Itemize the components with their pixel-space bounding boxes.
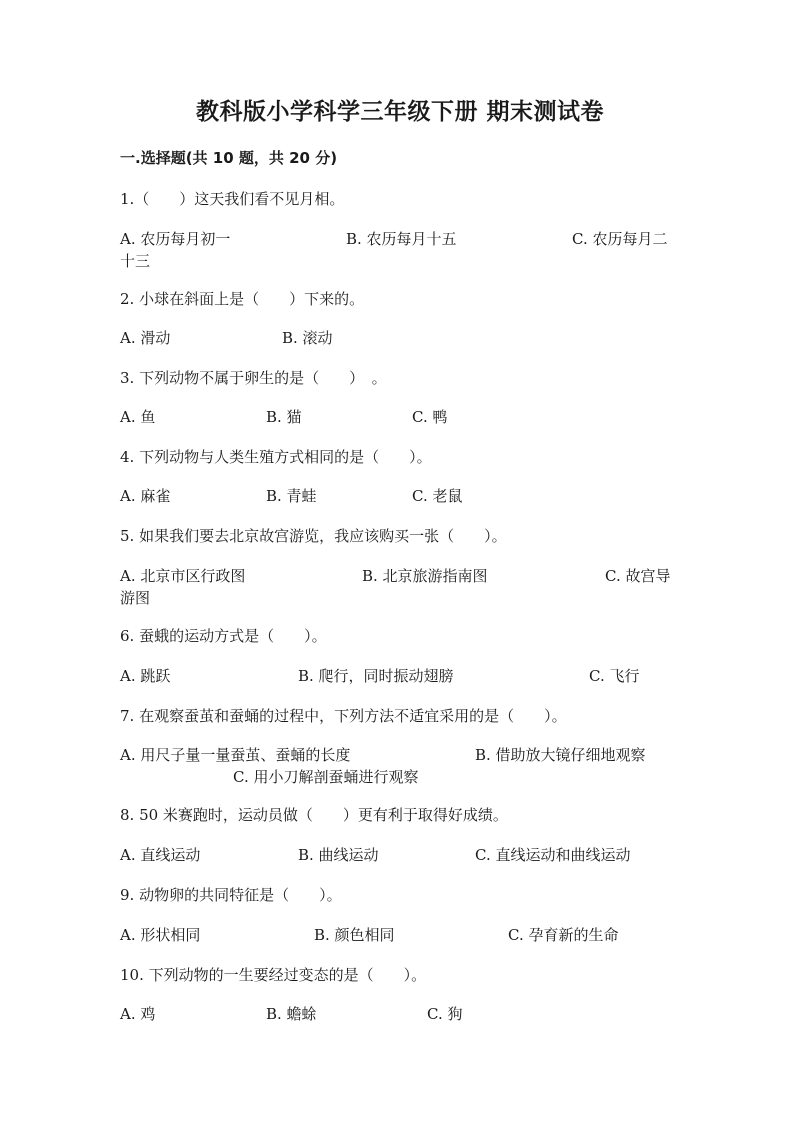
section-heading: 一.选择题(共 10 题，共 20 分) bbox=[120, 149, 338, 167]
exam-title: 教科版小学科学三年级下册 期末测试卷 bbox=[195, 99, 604, 125]
question-7-option-b: B. 借助放大镜仔细地观察 bbox=[475, 746, 646, 764]
question-8-option-a: A. 直线运动 bbox=[120, 846, 201, 864]
question-7-option-a: A. 用尺子量一量蚕茧、蚕蛹的长度 bbox=[120, 746, 351, 764]
question-3-stem: 3. 下列动物不属于卵生的是（ ） 。 bbox=[120, 369, 387, 387]
question-1-option-b: B. 农历每月十五 bbox=[346, 230, 457, 248]
question-10-stem: 10. 下列动物的一生要经过变态的是（ ）。 bbox=[120, 966, 427, 984]
question-9-stem: 9. 动物卵的共同特征是（ ）。 bbox=[120, 886, 342, 904]
question-5-option-c-continued: 游图 bbox=[120, 589, 151, 607]
question-2-stem: 2. 小球在斜面上是（ ）下来的。 bbox=[120, 290, 365, 308]
question-8-option-b: B. 曲线运动 bbox=[298, 846, 379, 864]
question-1-option-c-continued: 十三 bbox=[120, 252, 151, 270]
question-9-option-c: C. 孕育新的生命 bbox=[508, 926, 619, 944]
question-4-option-a: A. 麻雀 bbox=[120, 487, 171, 505]
question-5-stem: 5. 如果我们要去北京故宫游览，我应该购买一张（ ）。 bbox=[120, 527, 507, 545]
question-6-option-b: B. 爬行，同时振动翅膀 bbox=[298, 667, 454, 685]
question-5-option-b: B. 北京旅游指南图 bbox=[362, 567, 488, 585]
question-10-option-c: C. 狗 bbox=[427, 1005, 463, 1023]
question-3-option-a: A. 鱼 bbox=[120, 408, 156, 426]
question-6-option-a: A. 跳跃 bbox=[120, 667, 171, 685]
question-4-stem: 4. 下列动物与人类生殖方式相同的是（ ）。 bbox=[120, 448, 432, 466]
question-2-option-a: A. 滑动 bbox=[120, 329, 171, 347]
question-9-option-a: A. 形状相同 bbox=[120, 926, 201, 944]
question-3-option-b: B. 猫 bbox=[266, 408, 302, 426]
question-7-stem: 7. 在观察蚕茧和蚕蛹的过程中，下列方法不适宜采用的是（ ）。 bbox=[120, 707, 567, 725]
question-6-stem: 6. 蚕蛾的运动方式是（ ）。 bbox=[120, 627, 327, 645]
question-8-option-c: C. 直线运动和曲线运动 bbox=[475, 846, 631, 864]
question-10-option-a: A. 鸡 bbox=[120, 1005, 156, 1023]
question-1-option-a: A. 农历每月初一 bbox=[120, 230, 231, 248]
question-4-option-c: C. 老鼠 bbox=[412, 487, 463, 505]
question-3-option-c: C. 鸭 bbox=[412, 408, 448, 426]
question-5-option-c: C. 故宫导 bbox=[605, 567, 671, 585]
question-1-stem: 1.（ ）这天我们看不见月相。 bbox=[120, 190, 345, 208]
question-8-stem: 8. 50 米赛跑时，运动员做（ ）更有利于取得好成绩。 bbox=[120, 806, 508, 824]
question-1-option-c: C. 农历每月二 bbox=[572, 230, 668, 248]
question-4-option-b: B. 青蛙 bbox=[266, 487, 317, 505]
question-10-option-b: B. 蟾蜍 bbox=[266, 1005, 317, 1023]
question-9-option-b: B. 颜色相同 bbox=[314, 926, 395, 944]
question-5-option-a: A. 北京市区行政图 bbox=[120, 567, 246, 585]
question-2-option-b: B. 滚动 bbox=[282, 329, 333, 347]
question-7-option-c: C. 用小刀解剖蚕蛹进行观察 bbox=[233, 768, 419, 786]
question-6-option-c: C. 飞行 bbox=[589, 667, 640, 685]
